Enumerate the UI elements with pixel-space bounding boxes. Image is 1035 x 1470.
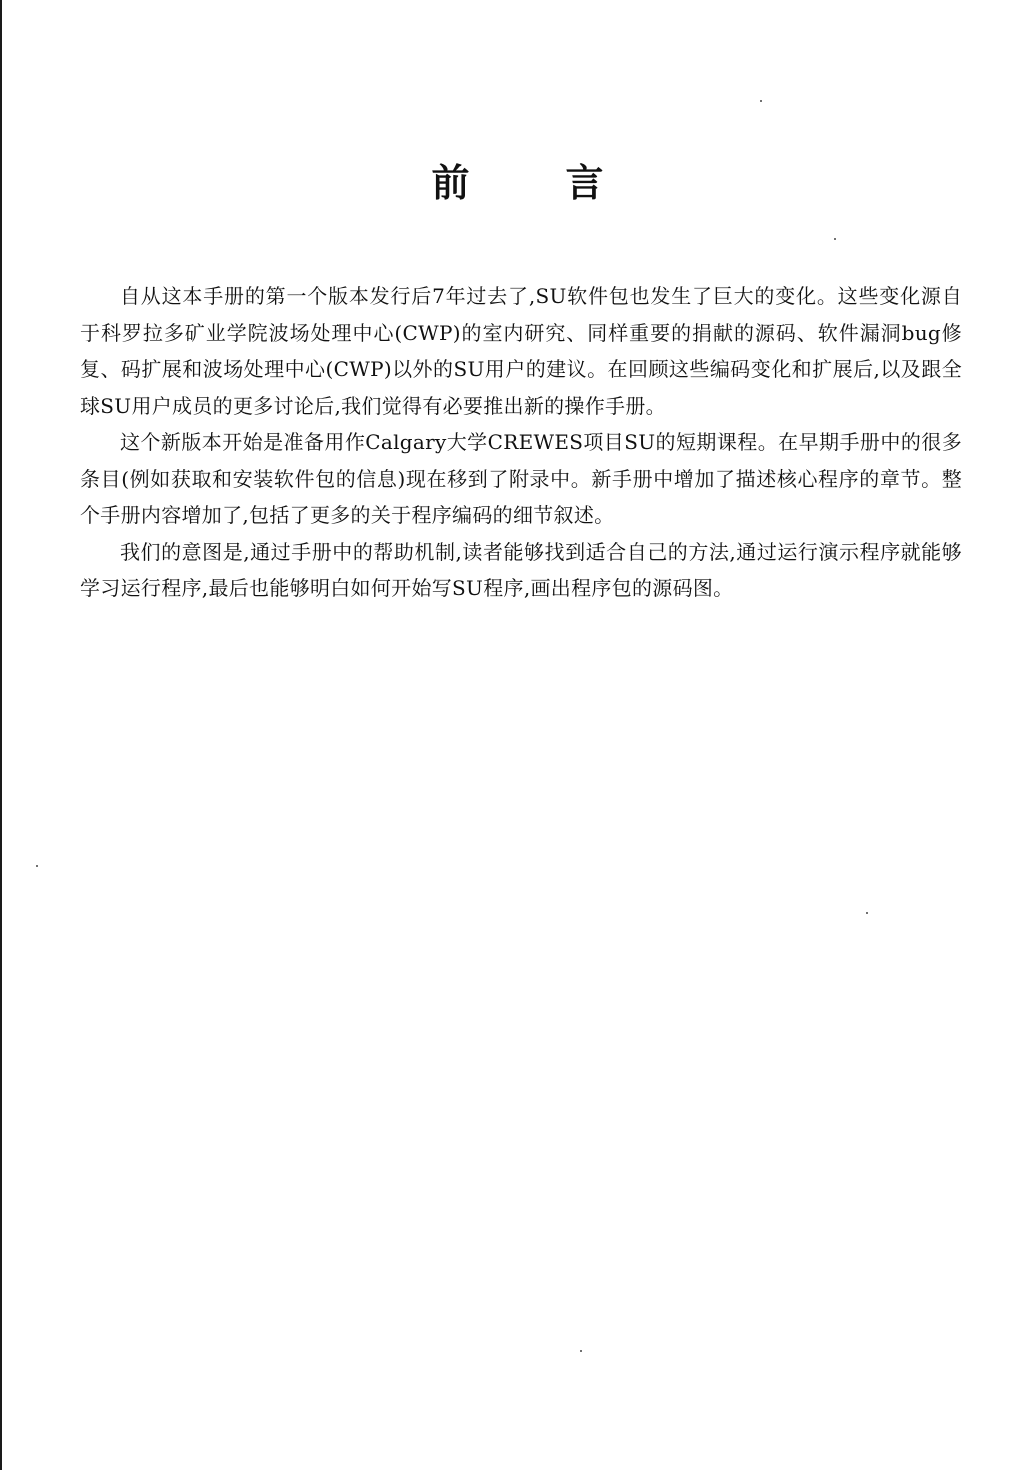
page-title: [0, 158, 1035, 208]
preface-body: [80, 278, 962, 607]
paragraph-1: 自从这本手册的第一个版本发行后7年过去了,SU软件包也发生了巨大的变化。这些变化源自于科罗拉多矿业学院波场处理中心(CWP)的室内研究、同样重要的捐献的源码、软件漏洞bug修复、码扩展和波场处理中心(CWP)以外的SU用户的建议。在回顾这些编码变化和扩展后,以及跟全球SU用户成员的更多讨论后,我们觉得有必要推出新的操作手册。: [80, 284, 962, 418]
scan-speck: [834, 238, 836, 240]
title-char-1: 前: [431, 161, 470, 205]
scan-speck: [760, 100, 762, 102]
scan-speck: [866, 912, 868, 914]
scan-speck: [580, 1350, 582, 1352]
page-edge: [0, 0, 2, 1470]
paragraph-2: 这个新版本开始是准备用作Calgary大学CREWES项目SU的短期课程。在早期手册中的很多条目(例如获取和安装软件包的信息)现在移到了附录中。新手册中增加了描述核心程序的章节。整个手册内容增加了,包括了更多的关于程序编码的细节叙述。: [80, 430, 962, 527]
paragraph-3: 我们的意图是,通过手册中的帮助机制,读者能够找到适合自己的方法,通过运行演示程序就能够学习运行程序,最后也能够明白如何开始写SU程序,画出程序包的源码图。: [80, 539, 962, 600]
scan-speck: [36, 865, 38, 867]
title-char-2: 言: [565, 161, 604, 205]
